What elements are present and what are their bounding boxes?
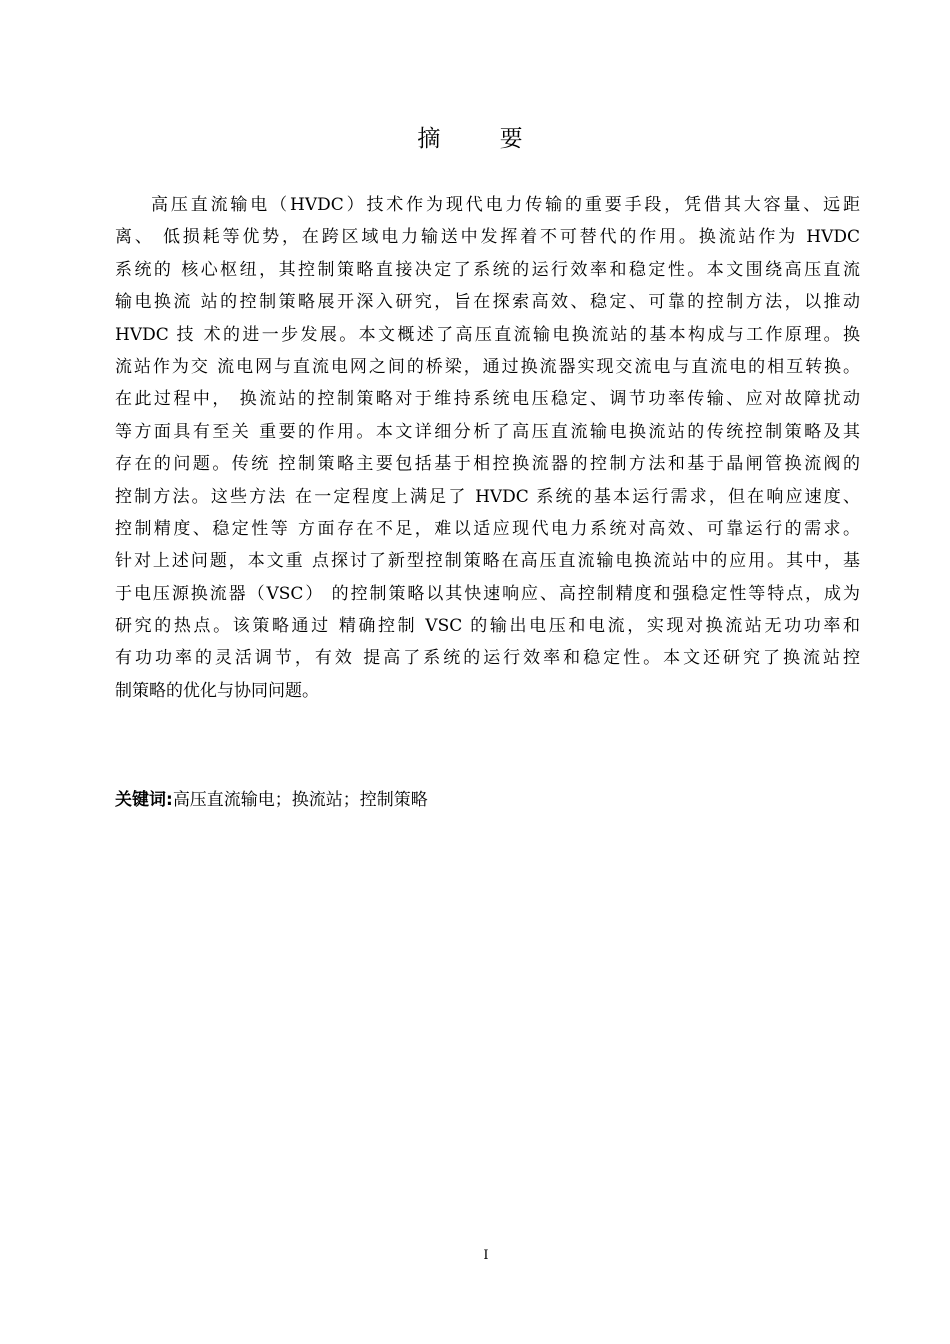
abstract-line: HVDC 技 术的进一步发展。本文概述了高压直流输电换流站的基本构成与工作原理。换 [115,324,860,345]
abstract-line: 等方面具有至关 重要的作用。本文详细分析了高压直流输电换流站的传统控制策略及其 [115,421,860,442]
page-number: I [483,1248,489,1263]
abstract-line: 研究的热点。该策略通过 精确控制 VSC 的输出电压和电流，实现对换流站无功功率和 [115,616,860,637]
abstract-line: 控制精度、稳定性等 方面存在不足，难以适应现代电力系统对高效、可靠运行的需求。 [115,518,860,539]
abstract-body [115,189,860,707]
abstract-line: 流站作为交 流电网与直流电网之间的桥梁，通过换流器实现交流电与直流电的相互转换。 [115,356,860,377]
abstract-line: 针对上述问题，本文重 点探讨了新型控制策略在高压直流输电换流站中的应用。其中，基 [115,551,860,572]
abstract-line: 输电换流 站的控制策略展开深入研究，旨在探索高效、稳定、可靠的控制方法，以推动 [115,292,860,313]
abstract-line: 制策略的优化与协同问题。 [115,680,319,701]
keywords-line [115,784,428,816]
abstract-title: 摘 要 [417,126,549,152]
abstract-line: 控制方法。这些方法 在一定程度上满足了 HVDC 系统的基本运行需求，但在响应速度、 [115,486,860,507]
abstract-line: 离、 低损耗等优势，在跨区域电力输送中发挥着不可替代的作用。换流站作为 HVDC [115,227,860,248]
abstract-line: 系统的 核心枢纽，其控制策略直接决定了系统的运行效率和稳定性。本文围绕高压直流 [115,259,860,280]
abstract-line: 存在的问题。传统 控制策略主要包括基于相控换流器的控制方法和基于晶闸管换流阀的 [115,454,860,475]
keywords-value: 高压直流输电；换流站；控制策略 [172,790,428,810]
abstract-line: 于电压源换流器（VSC） 的控制策略以其快速响应、高控制精度和强稳定性等特点，成为 [115,583,860,604]
abstract-line: 高压直流输电（HVDC）技术作为现代电力传输的重要手段，凭借其大容量、远距 [151,195,860,215]
keywords-label: 关键词: [115,790,173,810]
abstract-line: 有功功率的灵活调节，有效 提高了系统的运行效率和稳定性。本文还研究了换流站控 [115,648,860,669]
abstract-line: 在此过程中， 换流站的控制策略对于维持系统电压稳定、调节功率传输、应对故障扰动 [115,389,860,410]
